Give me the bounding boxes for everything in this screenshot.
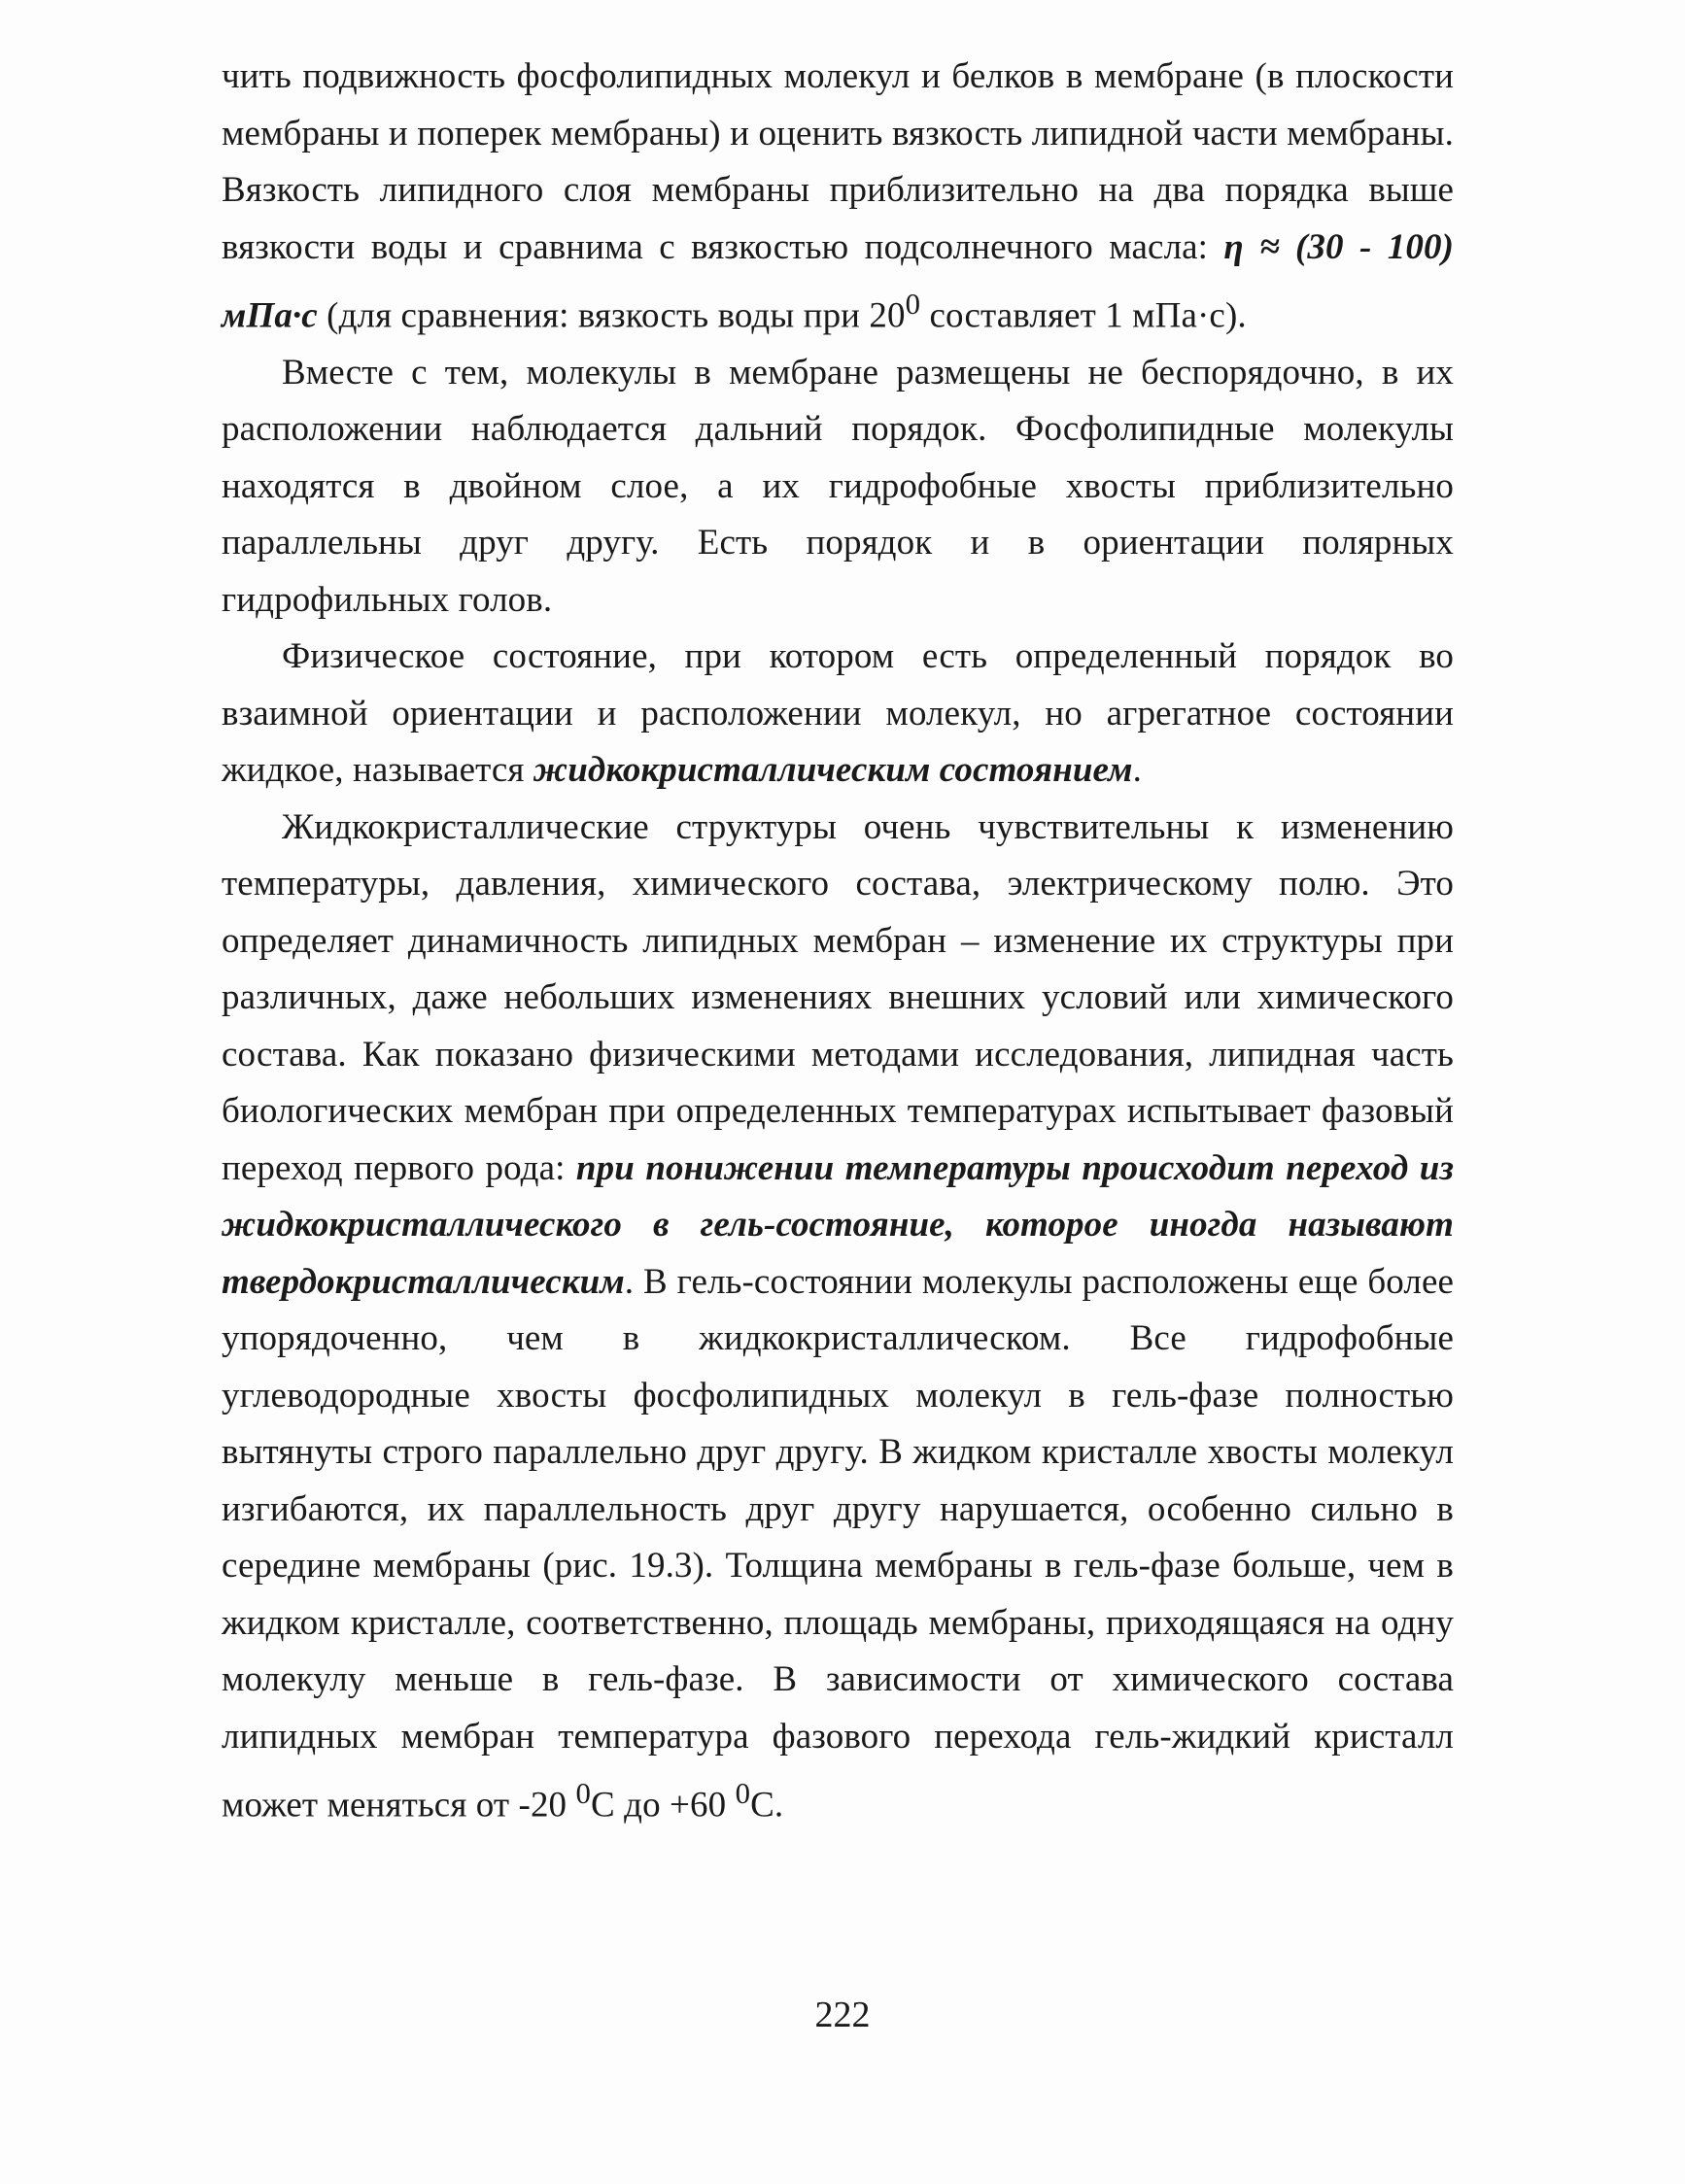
paragraph-3-text: Физическое состояние, при котором есть определенный порядок во взаимной ориентации и расположении молекул, но агрегатное состоянии жидкое, называется [222, 636, 1454, 791]
paragraph-1 [222, 49, 1454, 345]
viscosity-formula: η ≈ (30 - 100) мПа·с [222, 226, 1454, 336]
phase-transition-emphasis: при понижении температуры происходит переход из жидкокристаллического в гель-состояние, которое иногда называют твердокристаллическим [222, 1147, 1454, 1302]
paragraph-4-text-4: С. [750, 1785, 784, 1826]
paragraph-2 [222, 345, 1454, 630]
paragraph-2-text: Вместе с тем, молекулы в мембране размещены не беспорядочно, в их расположении наблюдается дальний порядок. Фосфолипидные молекулы находятся в двойном слое, а их гидрофобные хвосты приблизительно параллельны друг другу. Есть порядок и в ориентации полярных гидрофильных голов. [222, 352, 1454, 620]
paragraph-4-text-3: С до +60 [591, 1785, 736, 1826]
paragraph-4-text-2: . В гель-состоянии молекулы расположены еще более упорядоченно, чем в жидкокристаллическом. Все гидрофобные углеводородные хвосты фосфолипидных молекул в гель-фазе полностью вытянуты строго параллельно друг другу. В жидком кристалле хвосты молекул изгибаются, их параллельность друг другу нарушается, особенно сильно в середине мембраны (рис. 19.3). Толщина мембраны в гель-фазе больше, чем в жидком кристалле, соответственно, площадь мембраны, приходящаяся на одну молекулу меньше в гель-фазе. В зависимости от химического состава липидных мембран температура фазового перехода гель-жидкий кристалл может меняться от -20 [222, 1261, 1454, 1826]
liquid-crystal-term: жидкокристаллическим состоянием [533, 750, 1133, 791]
page-number: 222 [814, 1995, 871, 2035]
paragraph-3 [222, 629, 1454, 800]
body-text [222, 49, 1454, 1834]
paragraph-1-text: чить подвижность фосфолипидных молекул и белков в мембране (в плоскости мембраны и поперек мембраны) и оценить вязкость липидной части мембраны. Вязкость липидного слоя мембраны приблизительно на два порядка выше вязкости воды и сравнима с вязкостью подсолнечного масла: [222, 56, 1454, 267]
degree-superscript-2: 0 [735, 1777, 751, 1811]
degree-superscript: 0 [905, 288, 921, 321]
paragraph-1-text-2: (для сравнения: вязкость воды при 20 [317, 295, 906, 336]
paragraph-4 [222, 800, 1454, 1834]
paragraph-4-text: Жидкокристаллические структуры очень чувствительны к изменению температуры, давления, химического состава, электрическому полю. Это определяет динамичность липидных мембран – изменение их структуры при различных, даже небольших изменениях внешних условий или химического состава. Как показано физическими методами исследования, липидная часть биологических мембран при определенных температурах испытывает фазовый переход первого рода: [222, 806, 1454, 1188]
paragraph-3-text-2: . [1132, 750, 1142, 791]
degree-superscript-1: 0 [575, 1777, 592, 1811]
paragraph-1-text-3: составляет 1 мПа·с). [920, 295, 1247, 336]
